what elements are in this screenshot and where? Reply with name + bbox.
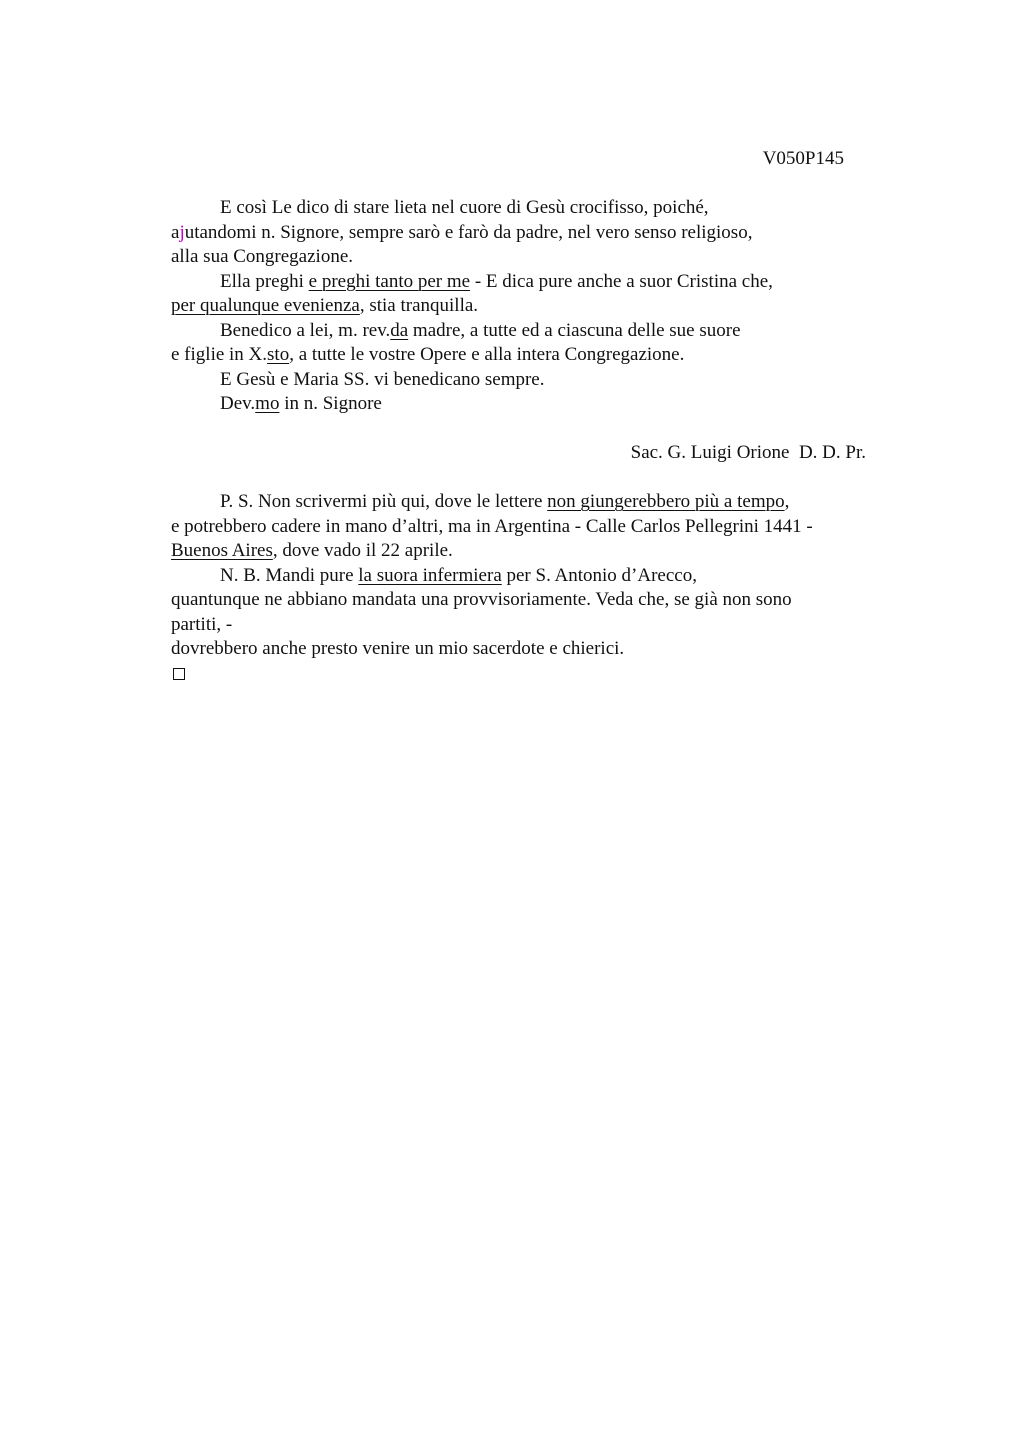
- empty-square-icon: [173, 668, 185, 680]
- text-run: , stia tranquilla.: [359, 295, 479, 316]
- underlined-text: sto: [267, 344, 290, 365]
- nota-bene-line-1: [171, 564, 871, 589]
- paragraph-4-line-1: E Gesù e Maria SS. vi benedicano sempre.: [220, 368, 545, 390]
- text-run: in n. Signore: [279, 393, 382, 414]
- closing-line: [171, 392, 871, 417]
- text-run: - E dica pure anche a suor Cristina che,: [470, 270, 773, 292]
- spacer: [171, 417, 871, 442]
- text-run: a: [171, 221, 180, 243]
- signature: Sac. G. Luigi Orione D. D. Pr.: [630, 442, 866, 463]
- paragraph-1-line-1: E così Le dico di stare lieta nel cuore di Gesù crocifisso, poiché,: [220, 197, 709, 218]
- underlined-text: la suora infermiera: [358, 564, 502, 586]
- text-run: utandomi n. Signore, sempre sarò e farò da padre, nel vero senso religioso,: [184, 221, 753, 243]
- paragraph-3-line-1: [171, 319, 871, 344]
- text-run: e figlie in X.: [171, 344, 268, 365]
- spacer: [171, 466, 871, 491]
- nota-bene-line-3: partiti, -: [171, 613, 233, 635]
- text-run: Benedico a lei, m. rev.: [220, 319, 391, 341]
- postscript-line-2: e potrebbero cadere in mano d’altri, ma in Argentina - Calle Carlos Pellegrini 1441 -: [171, 515, 813, 537]
- underlined-text: per qualunque evenienza: [171, 295, 360, 316]
- paragraph-1-line-3: alla sua Congregazione.: [171, 246, 354, 267]
- letter-body: [171, 196, 871, 686]
- highlighted-letter: j: [179, 221, 185, 243]
- text-run: ,: [784, 491, 790, 512]
- text-run: Ella preghi: [220, 270, 309, 292]
- underlined-text: mo: [255, 393, 280, 414]
- paragraph-2-line-1: [171, 270, 871, 295]
- underlined-text: non giungerebbero più a tempo: [547, 491, 785, 512]
- text-run: per S. Antonio d’Arecco,: [501, 564, 697, 586]
- underlined-text: e preghi tanto per me: [308, 270, 471, 292]
- underlined-text: da: [390, 319, 409, 341]
- text-run: , a tutte le vostre Opere e alla intera Congregazione.: [289, 344, 685, 365]
- text-run: P. S. Non scrivermi più qui, dove le lettere: [220, 491, 548, 512]
- text-run: Dev.: [220, 393, 256, 414]
- nota-bene-line-2: quantunque ne abbiano mandata una provvisoriamente. Veda che, se già non sono: [171, 589, 792, 610]
- underlined-text: Buenos Aires: [171, 540, 273, 561]
- paragraph-1-line-2: [171, 221, 871, 246]
- postscript-line-1: [171, 490, 871, 515]
- text-run: N. B. Mandi pure: [220, 564, 359, 586]
- paragraph-2-line-2: [171, 294, 871, 319]
- nota-bene-line-4: dovrebbero anche presto venire un mio sacerdote e chierici.: [171, 638, 625, 659]
- end-mark-line: [171, 662, 871, 687]
- page-id: V050P145: [762, 148, 844, 169]
- postscript-line-3: [171, 539, 871, 564]
- paragraph-3-line-2: [171, 343, 871, 368]
- text-run: , dove vado il 22 aprile.: [272, 540, 453, 561]
- text-run: madre, a tutte ed a ciascuna delle sue suore: [408, 319, 741, 341]
